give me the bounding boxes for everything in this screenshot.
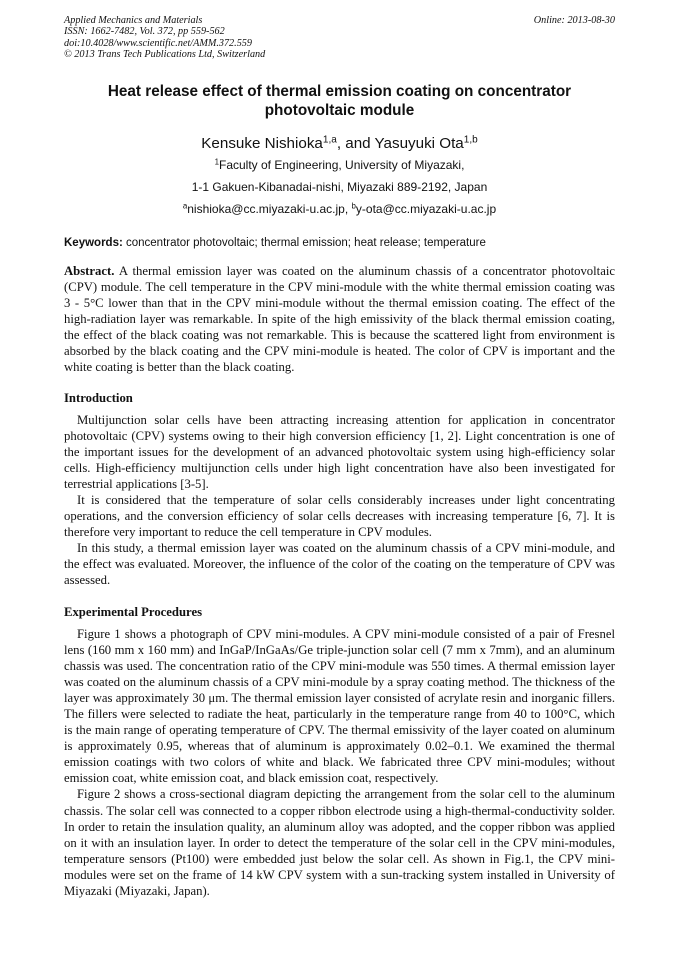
- journal-header: [64, 15, 265, 61]
- intro-heading: Introduction: [64, 391, 133, 405]
- copyright-line: © 2013 Trans Tech Publications Ltd, Switzerland: [64, 49, 266, 61]
- experimental-paragraph-1: Figure 1 shows a photograph of CPV mini-modules. A CPV mini-module consisted of a pair of Fresnel lens (160 mm x 160 mm) and InGaP/InGaAs/Ge triple-junction solar cell (7 mm x 7mm), and an aluminum chassis was used. The concentration ratio of the CPV mini-module was 550 times. A thermal emission layer was coated on the aluminum chassis of a CPV mini-module by a spray coating method. The thickness of the layer was approximately 30 μm. The thermal emission layer consisted of acrylate resin and inorganic fillers. The fillers were selected to radiate the heat, particularly in the temperature range from 40 to 100°C, which is the main range of operating temperature of CPV. The thermal emissivity of the layer coated on aluminum is approximately 0.95, whereas that of aluminum is approximately 0.02–0.1. We examined the thermal emission coatings with two colors of white and black. We fabricated three CPV mini-modules; without emission coat, white emission coat, and black emission coat, respectively.: [64, 627, 615, 786]
- experimental-paragraph-2: Figure 2 shows a cross-sectional diagram depicting the arrangement from the solar cell to the aluminum chassis. The solar cell was connected to a copper ribbon electrode using a high-thermal-conductivity solder. In order to retain the insulation quality, an aluminum alloy was adopted, and the copper ribbon was applied on it with an insulation layer. In order to detect the temperature of the solar cell in the CPV mini-modules, temperature sensors (Pt100) were embedded just below the solar cell. As shown in Fig.1, the CPV mini-modules were set on the frame of 14 kW CPV system with a sun-tracking system installed in University of Miyazaki (Miyazaki, Japan).: [64, 787, 615, 898]
- email-b-sup: b: [351, 201, 356, 211]
- experimental-body: [64, 626, 615, 899]
- online-date: Online: 2013-08-30: [533, 15, 615, 26]
- intro-paragraph-2: It is considered that the temperature of solar cells considerably increases under light concentrating operations, and the conversion efficiency of solar cells decreases with increasing temperature [6, 7]. It is therefore very important to reduce the cell temperature in CPV modules.: [64, 493, 615, 540]
- experimental-heading: Experimental Procedures: [64, 605, 203, 619]
- abstract-label: Abstract.: [64, 264, 115, 278]
- intro-paragraph-3: In this study, a thermal emission layer was coated on the aluminum chassis of a CPV mini-module, and the effect was evaluated. Moreover, the influence of the color of the coating on the temperature of CPV was assessed.: [64, 541, 615, 588]
- affiliation-name: Faculty of Engineering, University of Miyazaki,: [218, 158, 465, 172]
- author-1: Kensuke Nishioka: [201, 135, 323, 152]
- title-line-2: photovoltaic module: [264, 102, 415, 119]
- author-list: [64, 134, 615, 154]
- author-separator: , and: [336, 135, 375, 152]
- journal-name: Applied Mechanics and Materials: [64, 15, 203, 26]
- affiliation-line-1: [64, 158, 615, 172]
- email-b[interactable]: y-ota@cc.miyazaki-u.ac.jp: [355, 202, 497, 216]
- author-1-affil: 1,a: [322, 134, 337, 146]
- keywords-label: Keywords:: [64, 237, 123, 249]
- affiliation-address: 1-1 Gakuen-Kibanadai-nishi, Miyazaki 889-2192, Japan: [191, 180, 488, 194]
- abstract-text: A thermal emission layer was coated on the aluminum chassis of a concentrator photovoltaic (CPV) module. The cell temperature in the CPV mini-module with the white thermal emission coating was 3 - 5°C lower than that in the CPV mini-module without the thermal emission coating. The effect of the high-radiation layer was remarkable. In spite of the high emissivity of the black thermal emission coating, the effect of the black coating was not remarkable. This is because the scattered light from environment is absorbed by the black coating and the CPV mini-module is heated. The color of CPV is important and the white coating is better than the black coating.: [64, 264, 615, 375]
- affil-sup: 1: [214, 157, 219, 167]
- author-2-affil: 1,b: [463, 134, 478, 146]
- doi-line: doi:10.4028/www.scientific.net/AMM.372.559: [64, 37, 252, 49]
- email-line: [64, 202, 615, 216]
- author-2: Yasuyuki Ota: [374, 135, 464, 152]
- intro-body: [64, 412, 615, 589]
- title-line-1: Heat release effect of thermal emission coating on concentrator: [107, 83, 572, 100]
- keywords-text: concentrator photovoltaic; thermal emission; heat release; temperature: [122, 237, 486, 249]
- abstract: [64, 263, 615, 375]
- issn-line: ISSN: 1662-7482, Vol. 372, pp 559-562: [64, 26, 225, 38]
- paper-title: [64, 82, 615, 120]
- keywords: [64, 236, 615, 250]
- email-a[interactable]: nishioka@cc.miyazaki-u.ac.jp,: [187, 202, 352, 216]
- email-a-sup: a: [182, 201, 188, 211]
- intro-paragraph-1: Multijunction solar cells have been attracting increasing attention for application in concentrator photovoltaic (CPV) systems owing to their high conversion efficiency [1, 2]. Light concentration is one of the important issues for the development of an advanced photovoltaic system using high-efficiency solar cells. High-efficiency multijunction cells under high light concentration have also been investigated for terrestrial applications [3-5].: [64, 413, 615, 492]
